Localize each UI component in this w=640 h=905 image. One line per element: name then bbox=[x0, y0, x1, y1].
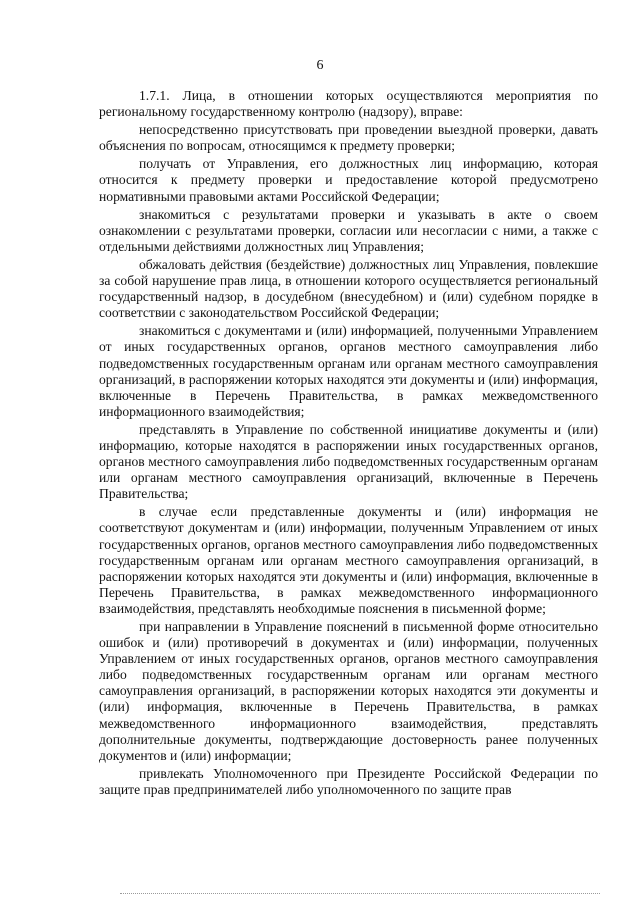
paragraph: непосредственно присутствовать при проведении выездной проверки, давать объяснения по вопросам, относящимся к предмету проверки; bbox=[99, 122, 598, 154]
paragraph: в случае если представленные документы и (или) информация не соответствуют документам и (или) информации, полученным Управлением от иных государственных органов, органов местного самоуправления либо подведомственных государственным органам или органам местного самоуправления организаций, в распоряжении которых находятся эти документы и (или) информация, включенные в Перечень Правительства, в рамках межведомственного информационного взаимодействия, представлять необходимые пояснения в письменной форме; bbox=[99, 504, 598, 616]
paragraph: при направлении в Управление пояснений в письменной форме относительно ошибок и (или) противоречий в документах и (или) информации, полученных Управлением от иных государственных органов, органов местного самоуправления либо подведомственных государственным органам или органам местного самоуправления организаций, в распоряжении которых находятся эти документы и (или) информация, включенные в Перечень Правительства, в рамках межведомственного информационного взаимодействия, представлять дополнительные документы, подтверждающие достоверность ранее полученных документов и (или) информации; bbox=[99, 619, 598, 763]
paragraph: получать от Управления, его должностных лиц информацию, которая относится к предмету проверки и предоставление которой предусмотрено нормативными правовыми актами Российской Федерации; bbox=[99, 156, 598, 204]
paragraph: привлекать Уполномоченного при Президенте Российской Федерации по защите прав предпринимателей либо уполномоченного по защите прав bbox=[99, 765, 598, 797]
document-body bbox=[99, 88, 598, 800]
paragraph: знакомиться с документами и (или) информацией, полученными Управлением от иных государственных органов, органов местного самоуправления либо подведомственных государственным органам или органам местного самоуправления организаций, в распоряжении которых находятся эти документы и (или) информация, включенные в Перечень Правительства, в рамках межведомственного информационного взаимодействия; bbox=[99, 323, 598, 419]
paragraph: представлять в Управление по собственной инициативе документы и (или) информацию, которые находятся в распоряжении иных государственных органов, органов местного самоуправления либо подведомственных государственным органам или органам местного самоуправления организаций, включенные в Перечень Правительства; bbox=[99, 421, 598, 502]
paragraph: знакомиться с результатами проверки и указывать в акте о своем ознакомлении с результатами проверки, согласии или несогласии с ними, а также с отдельными действиями должностных лиц Управления; bbox=[99, 206, 598, 254]
page-number: 6 bbox=[316, 58, 324, 73]
scan-edge-divider bbox=[120, 893, 600, 894]
paragraph: обжаловать действия (бездействие) должностных лиц Управления, повлекшие за собой нарушение прав лица, в отношении которого осуществляется региональный государственный надзор, в досудебном (внесудебном) и (или) судебном порядке в соответствии с законодательством Российской Федерации; bbox=[99, 256, 598, 321]
paragraph: 1.7.1. Лица, в отношении которых осуществляются мероприятия по региональному государственному контролю (надзору), вправе: bbox=[99, 88, 598, 120]
